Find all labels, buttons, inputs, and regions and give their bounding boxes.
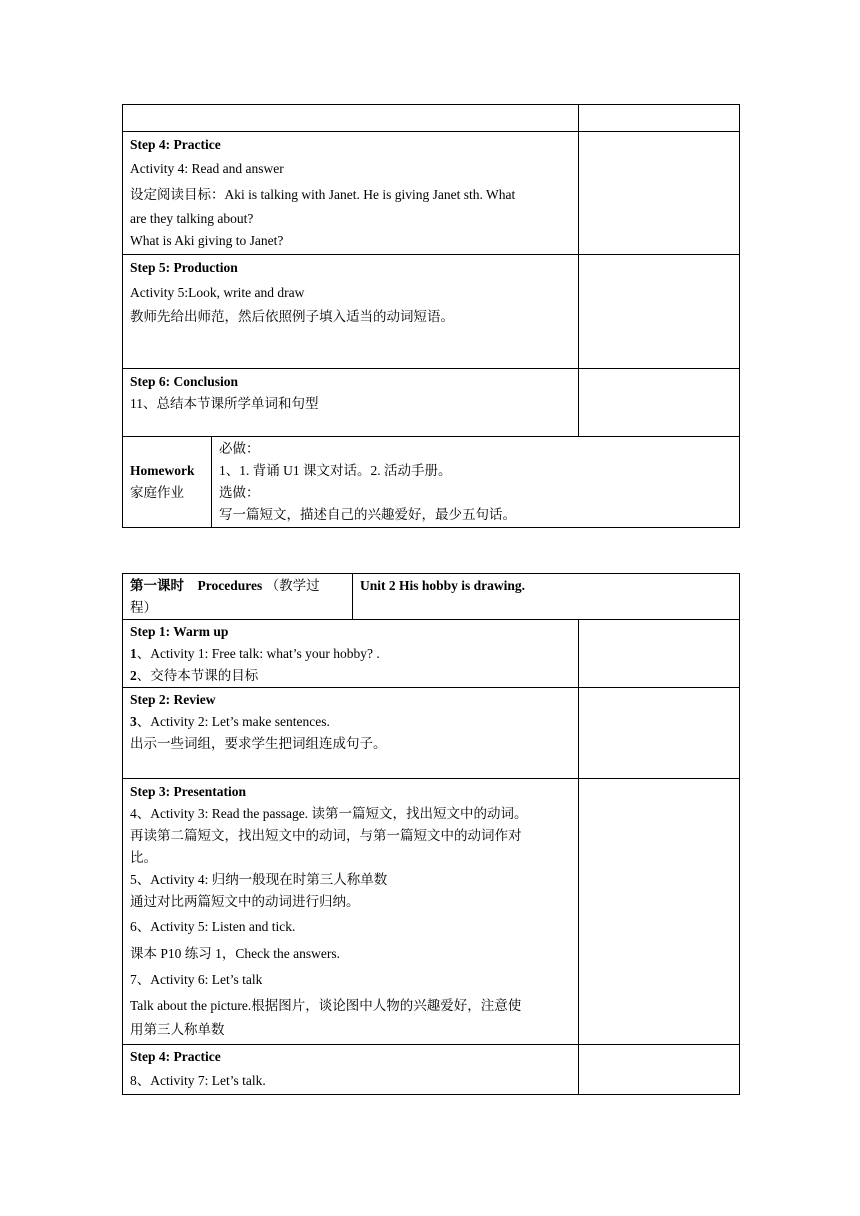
- step3-line5: 通过对比两篇短文中的动词进行归纳。: [130, 894, 360, 909]
- step4-goal-line2: are they talking about?: [130, 211, 254, 226]
- homework-required-label: 必做：: [219, 441, 260, 456]
- notes-cell: [579, 105, 740, 132]
- step3-title: Step 3: Presentation: [130, 784, 246, 799]
- step4-activity: Activity 4: Read and answer: [130, 161, 284, 176]
- notes-cell: [579, 779, 740, 1045]
- notes-cell: [579, 132, 740, 255]
- step4-line1: 8、Activity 7: Let’s talk.: [130, 1073, 266, 1088]
- homework-row: [123, 437, 740, 528]
- step3-line4: 5、Activity 4: 归纳一般现在时第三人称单数: [130, 872, 388, 887]
- step3-row: [123, 779, 740, 1045]
- homework-label: Homework: [130, 463, 195, 478]
- step1-row: [123, 620, 740, 688]
- step2-item3-num: 3: [130, 714, 137, 729]
- procedures-cn-part2: 程）: [130, 600, 157, 615]
- step1-item1-text: 、Activity 1: Free talk: what’s your hobby? .: [136, 646, 380, 661]
- empty-cell: [123, 105, 579, 132]
- unit-title-cell: [353, 574, 740, 620]
- step2-desc: 出示一些词组，要求学生把词组连成句子。: [130, 736, 387, 751]
- step2-row: [123, 688, 740, 779]
- step3-line1: 4、Activity 3: Read the passage. 读第一篇短文，找出短文中的动词。: [130, 806, 528, 821]
- step1-item1-num: 1: [130, 646, 137, 661]
- lesson-table-period1: [122, 573, 740, 1095]
- step4-row: [123, 1045, 740, 1095]
- step3-line8: 7、Activity 6: Let’s talk: [130, 972, 263, 987]
- step3-cell: [123, 779, 579, 1045]
- notes-cell: [579, 255, 740, 369]
- step2-cell: [123, 688, 579, 779]
- homework-optional-item: 写一篇短文，描述自己的兴趣爱好，最少五句话。: [219, 507, 516, 522]
- step1-item2-text: 、交待本节课的目标: [136, 668, 259, 683]
- step2-title: Step 2: Review: [130, 692, 216, 707]
- step4-question: What is Aki giving to Janet?: [130, 233, 284, 248]
- step4-title: Step 4: Practice: [130, 1049, 221, 1064]
- step5-title: Step 5: Production: [130, 260, 238, 275]
- step3-line6: 6、Activity 5: Listen and tick.: [130, 919, 296, 934]
- step3-line3: 比。: [130, 850, 157, 865]
- step6-title: Step 6: Conclusion: [130, 374, 239, 389]
- step4-cell: [123, 132, 579, 255]
- homework-label-cn: 家庭作业: [130, 485, 184, 500]
- homework-label-cell: [123, 437, 212, 528]
- step5-cell: [123, 255, 579, 369]
- notes-cell: [579, 369, 740, 437]
- step2-item3-text: 、Activity 2: Let’s make sentences.: [136, 714, 330, 729]
- step3-line2: 再读第二篇短文，找出短文中的动词，与第一篇短文中的动词作对: [130, 828, 522, 843]
- step4-goal-line1: 设定阅读目标：Aki is talking with Janet. He is giving Janet sth. What: [130, 187, 516, 202]
- procedures-header-cell: [123, 574, 353, 620]
- homework-content-cell: [212, 437, 740, 528]
- step1-title: Step 1: Warm up: [130, 624, 229, 639]
- notes-cell: [579, 620, 740, 688]
- notes-cell: [579, 688, 740, 779]
- homework-required-item: 1、1. 背诵 U1 课文对话。2. 活动手册。: [219, 463, 452, 478]
- period-label: 第一课时: [130, 578, 184, 593]
- step1-item2-num: 2: [130, 668, 137, 683]
- homework-optional-label: 选做：: [219, 485, 260, 500]
- step1-cell: [123, 620, 579, 688]
- step6-cell: [123, 369, 579, 437]
- step3-line7: 课本 P10 练习 1，Check the answers.: [130, 946, 340, 961]
- procedures-label: Procedures: [197, 578, 263, 593]
- step4-cell: [123, 1045, 579, 1095]
- step4-title: Step 4: Practice: [130, 137, 221, 152]
- notes-cell: [579, 1045, 740, 1095]
- step3-line9: Talk about the picture.根据图片，谈论图中人物的兴趣爱好，注意使: [130, 998, 522, 1013]
- step6-row: [123, 369, 740, 437]
- lesson-table-continued: [122, 104, 740, 528]
- step1-item1: [130, 643, 571, 665]
- step3-line10: 用第三人称单数: [130, 1022, 225, 1037]
- empty-row: [123, 105, 740, 132]
- step4-row: [123, 132, 740, 255]
- step5-row: [123, 255, 740, 369]
- step5-activity: Activity 5:Look, write and draw: [130, 285, 305, 300]
- step6-desc: 11、总结本节课所学单词和句型: [130, 396, 319, 411]
- header-row: [123, 574, 740, 620]
- procedures-cn-part1: （教学过: [265, 578, 320, 593]
- procedures-header-line1: [130, 575, 345, 597]
- step2-item3: [130, 711, 571, 733]
- step5-desc: 教师先给出师范，然后依照例子填入适当的动词短语。: [130, 309, 454, 324]
- step1-item2: [130, 665, 571, 687]
- unit-title: Unit 2 His hobby is drawing.: [360, 578, 526, 593]
